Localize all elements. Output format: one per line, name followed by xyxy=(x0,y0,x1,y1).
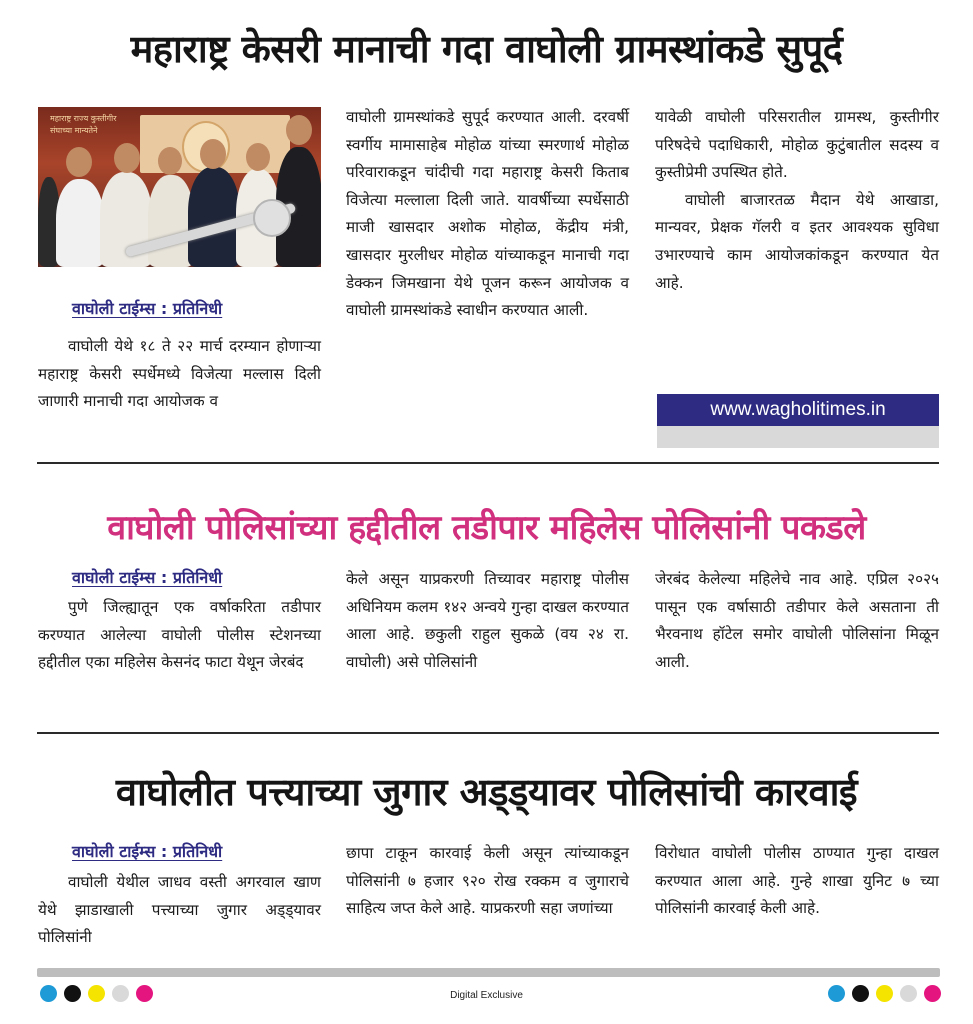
ceremony-photo xyxy=(38,107,321,267)
mace-head xyxy=(253,199,291,237)
byline: वाघोली टाईम्स : प्रतिनिधी xyxy=(72,842,223,861)
registration-dot xyxy=(876,985,893,1002)
photo-head xyxy=(286,115,312,145)
photo-person xyxy=(188,167,240,267)
website-box-shadow xyxy=(657,426,939,448)
registration-dot xyxy=(852,985,869,1002)
article-text: छापा टाकून कारवाई केली असून त्यांच्याकडून पोलिसांनी ७ हजार ९२० रोख रक्कम व जुगाराचे साहित्य जप्त केले आहे. याप्रकरणी सहा जणांच्या xyxy=(346,844,629,918)
article-text: यावेळी वाघोली परिसरातील ग्रामस्थ, कुस्तीगीर परिषदेचे पदाधिकारी, मोहोळ कुटुंबातील सदस्य व कुस्तीप्रेमी उपस्थित होते. xyxy=(655,108,939,182)
headline-gada: महाराष्ट्र केसरी मानाची गदा वाघोली ग्रामस्थांकडे सुपूर्द xyxy=(130,27,843,71)
article-text: वाघोली ग्रामस्थांकडे सुपूर्द करण्यात आली. दरवर्षी स्वर्गीय मामासाहेब मोहोळ यांच्या स्मरणार्थ मोहोळ परिवाराकडून चांदीची गदा महाराष्ट्र केसरी किताब विजेत्या मल्लाला दिली जाते. यावर्षीच्या स्पर्धेसाठी माजी खासदार अशोक मोहोळ, केंद्रीय मंत्री, खासदार मुरलीधर मोहोळ यांच्याकडून मानाची गदा डेक्कन जिमखाना येथे पूजन करून आयोजक व वाघोली ग्रामस्थांकडे स्वाधीन करण्यात आली. xyxy=(346,108,629,320)
photo-head xyxy=(158,147,182,175)
article-text: वाघोली येथे १८ ते २२ मार्च दरम्यान होणाऱ्या महाराष्ट्र केसरी स्पर्धेमध्ये विजेत्या मल्लास दिली जाणारी मानाची गदा आयोजक व xyxy=(38,337,321,411)
article-column xyxy=(655,104,939,297)
byline: वाघोली टाईम्स : प्रतिनिधी xyxy=(72,568,223,587)
article-text: वाघोली बाजारतळ मैदान येथे आखाडा, मान्यवर, प्रेक्षक गॅलरी व इतर आवश्यक सुविधा उभारण्याचे काम आयोजकांकडून करण्यात येत आहे. xyxy=(655,190,939,292)
registration-dot xyxy=(828,985,845,1002)
byline: वाघोली टाईम्स : प्रतिनिधी xyxy=(72,299,223,318)
article-text: वाघोली येथील जाधव वस्ती अगरवाल खाण येथे झाडाखाली पत्त्याच्या जुगार अड्ड्यावर पोलिसांनी xyxy=(38,873,321,947)
article-column xyxy=(655,840,939,923)
article-column xyxy=(38,333,321,416)
photo-head xyxy=(114,143,140,173)
headline-police: वाघोली पोलिसांच्या हद्दीतील तडीपार महिलेस पोलिसांनी पकडले xyxy=(107,508,866,548)
article-column xyxy=(38,869,321,952)
article-column xyxy=(346,566,629,676)
photo-person xyxy=(56,179,104,267)
footer-bar xyxy=(37,968,940,977)
photo-head xyxy=(200,139,226,169)
registration-dots-right xyxy=(828,985,941,1002)
website-link[interactable]: www.wagholitimes.in xyxy=(657,394,939,426)
section-divider xyxy=(37,462,939,464)
headline-gambling: वाघोलीत पत्त्याच्या जुगार अड्ड्यावर पोलिसांची कारवाई xyxy=(115,770,858,814)
photo-head xyxy=(246,143,270,171)
article-text: जेरबंद केलेल्या महिलेचे नाव आहे. एप्रिल २०२५ पासून एक वर्षासाठी तडीपार केले असताना ती भैरवनाथ हॉटेल समोर वाघोली पोलिसांना मिळून आली. xyxy=(655,570,939,671)
registration-dot xyxy=(924,985,941,1002)
article-column xyxy=(38,594,321,677)
article-text: पुणे जिल्ह्यातून एक वर्षाकरिता तडीपार करण्यात आलेल्या वाघोली पोलीस स्टेशनच्या हद्दीतील एका महिलेस केसनंद फाटा येथून जेरबंद xyxy=(38,598,321,672)
photo-head xyxy=(66,147,92,177)
article-text: विरोधात वाघोली पोलीस ठाण्यात गुन्हा दाखल करण्यात आला आहे. गुन्हे शाखा युनिट ७ च्या पोलिसांनी कारवाई केली आहे. xyxy=(655,844,939,918)
section-divider xyxy=(37,732,939,734)
photo-banner-text: महाराष्ट्र राज्य कुस्तीगीर संघाच्या मान्यतेने xyxy=(50,114,117,135)
article-column xyxy=(655,566,939,676)
registration-dot xyxy=(900,985,917,1002)
footer-label: Digital Exclusive xyxy=(450,990,523,1001)
article-column xyxy=(346,104,629,325)
article-text: केले असून याप्रकरणी तिच्यावर महाराष्ट्र पोलीस अधिनियम कलम १४२ अन्वये गुन्हा दाखल करण्यात आला आहे. छकुली राहुल सुकळे (वय २४ रा. वाघोली) असे पोलिसांनी xyxy=(346,570,629,671)
article-column xyxy=(346,840,629,923)
